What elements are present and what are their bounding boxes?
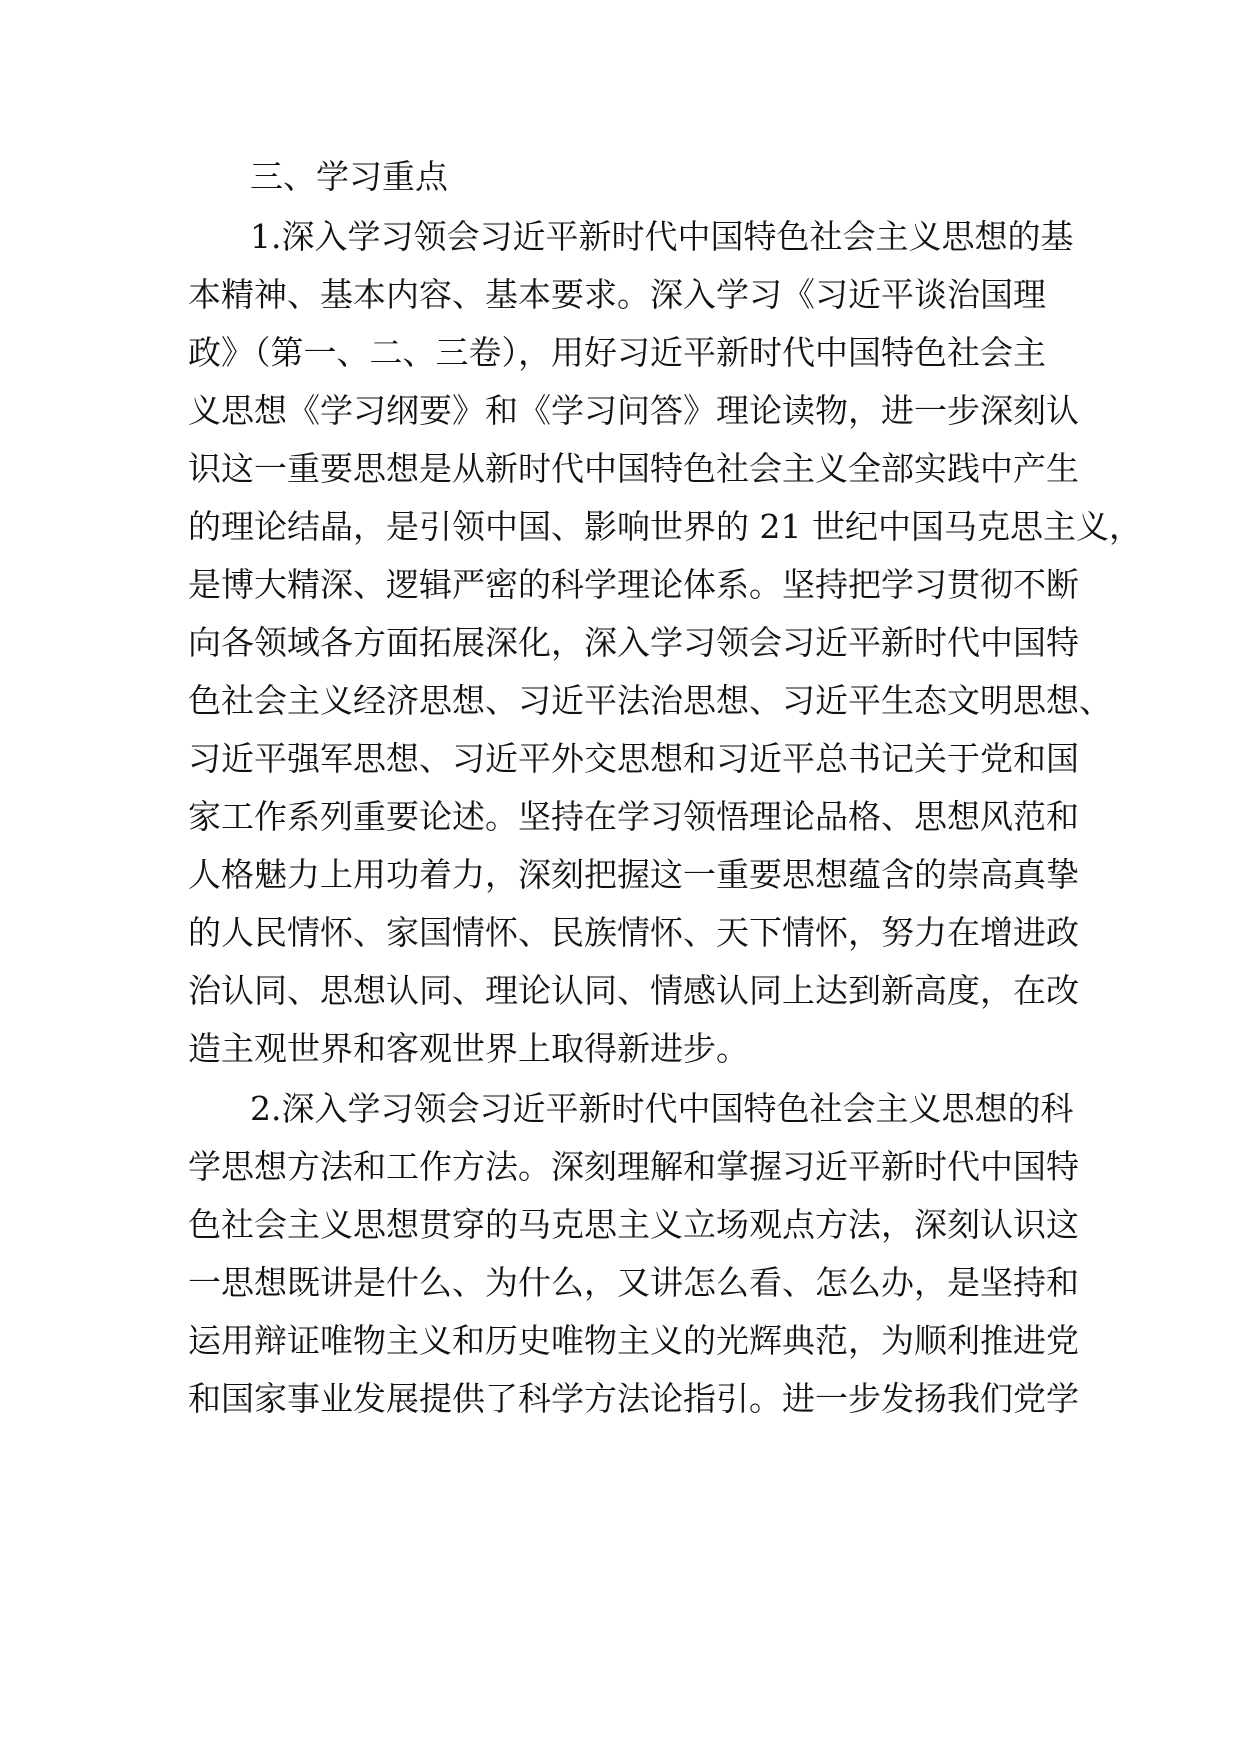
paragraph-line: 治认同、思想认同、理论认同、情感认同上达到新高度，在改 [188,971,1079,1010]
paragraph-line: 政》（第一、二、三卷），用好习近平新时代中国特色社会主 [188,333,1046,372]
paragraph-line: 是博大精深、逻辑严密的科学理论体系。坚持把学习贯彻不断 [188,565,1079,604]
paragraph-line: 义思想《学习纲要》和《学习问答》理论读物，进一步深刻认 [188,391,1079,430]
paragraph-line: 的人民情怀、家国情怀、民族情怀、天下情怀，努力在增进政 [188,913,1079,952]
paragraph-line: 识这一重要思想是从新时代中国特色社会主义全部实践中产生 [188,449,1079,488]
paragraph-line: 2.深入学习领会习近平新时代中国特色社会主义思想的科 [250,1089,1074,1128]
paragraph-line: 色社会主义思想贯穿的马克思主义立场观点方法，深刻认识这 [188,1205,1079,1244]
paragraph-line: 的理论结晶，是引领中国、影响世界的 21 世纪中国马克思主义， [188,507,1142,546]
section-heading: 三、学习重点 [250,157,448,196]
paragraph-line: 一思想既讲是什么、为什么，又讲怎么看、怎么办，是坚持和 [188,1263,1079,1302]
paragraph-line: 造主观世界和客观世界上取得新进步。 [188,1029,749,1068]
paragraph-line: 学思想方法和工作方法。深刻理解和掌握习近平新时代中国特 [188,1147,1079,1186]
paragraph-line: 和国家事业发展提供了科学方法论指引。进一步发扬我们党学 [188,1379,1079,1418]
paragraph-line: 1.深入学习领会习近平新时代中国特色社会主义思想的基 [250,217,1074,256]
paragraph-line: 人格魅力上用功着力，深刻把握这一重要思想蕴含的崇高真挚 [188,855,1079,894]
paragraph-line: 家工作系列重要论述。坚持在学习领悟理论品格、思想风范和 [188,797,1079,836]
paragraph-line: 运用辩证唯物主义和历史唯物主义的光辉典范，为顺利推进党 [188,1321,1079,1360]
paragraph-line: 色社会主义经济思想、习近平法治思想、习近平生态文明思想、 [188,681,1112,720]
paragraph-line: 向各领域各方面拓展深化，深入学习领会习近平新时代中国特 [188,623,1079,662]
paragraph-line: 本精神、基本内容、基本要求。深入学习《习近平谈治国理 [188,275,1046,314]
paragraph-line: 习近平强军思想、习近平外交思想和习近平总书记关于党和国 [188,739,1079,778]
